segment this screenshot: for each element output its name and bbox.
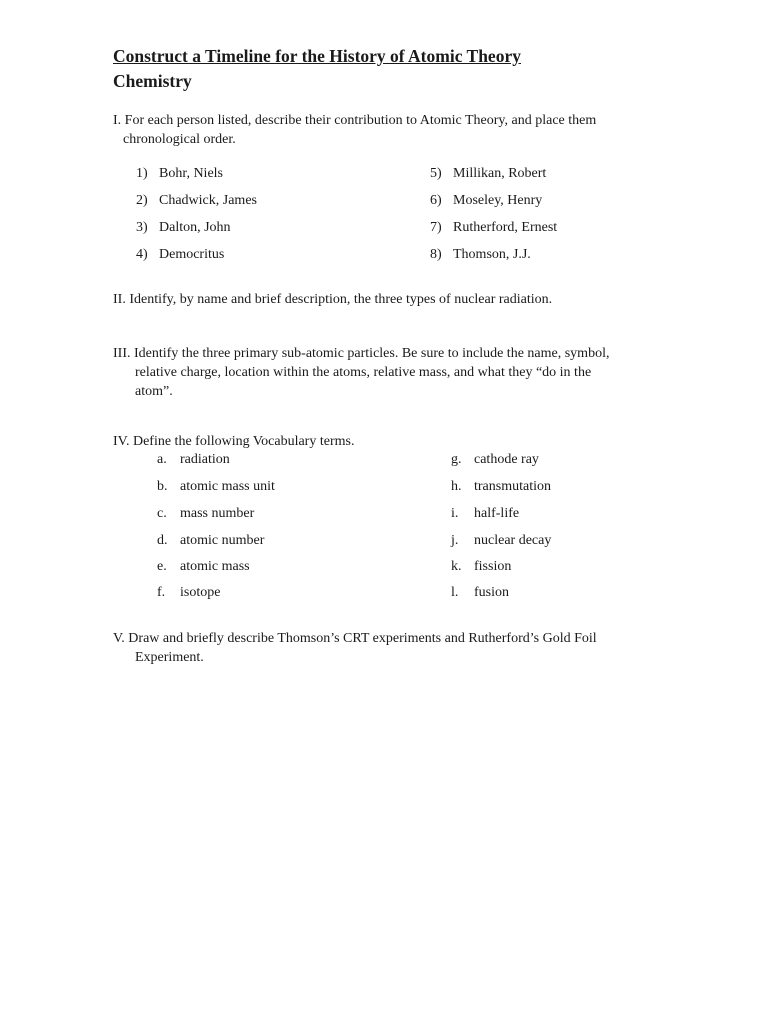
vocab-word: isotope (180, 585, 221, 600)
person-number: 2) (136, 193, 148, 208)
vocab-word: half-life (474, 506, 520, 521)
vocab-term (157, 532, 264, 550)
person-name: Bohr, Niels (159, 166, 223, 181)
vocab-word: atomic mass unit (180, 479, 275, 494)
vocab-letter: c. (157, 506, 167, 521)
section-3-line-2: relative charge, location within the atoms, relative mass, and what they “do in the (135, 365, 592, 380)
vocab-word: cathode ray (474, 452, 539, 467)
section-4-instructions (113, 432, 673, 451)
vocab-letter: j. (451, 533, 459, 548)
person-list-item (136, 246, 224, 264)
vocab-term (157, 451, 230, 469)
vocab-term (451, 478, 551, 496)
vocab-term (451, 505, 519, 523)
person-list-item (430, 192, 542, 210)
section-1-line-1: I. For each person listed, describe their contribution to Atomic Theory, and place them (113, 113, 597, 128)
person-number: 4) (136, 247, 148, 262)
person-name: Chadwick, James (159, 193, 257, 208)
vocab-letter: f. (157, 585, 166, 600)
person-number: 1) (136, 166, 148, 181)
vocab-letter: b. (157, 479, 168, 494)
vocab-term (157, 478, 275, 496)
person-number: 6) (430, 193, 442, 208)
section-1-line-2: chronological order. (123, 132, 236, 147)
section-2-instructions (113, 290, 673, 309)
person-list-item (430, 219, 557, 237)
vocab-letter: a. (157, 452, 167, 467)
person-number: 3) (136, 220, 148, 235)
person-name: Moseley, Henry (453, 193, 543, 208)
person-name: Thomson, J.J. (453, 247, 531, 262)
vocab-term (157, 505, 254, 523)
vocab-word: fusion (474, 585, 509, 600)
page-title: Construct a Timeline for the History of Atomic Theory (113, 46, 521, 66)
person-name: Millikan, Robert (453, 166, 547, 181)
person-number: 8) (430, 247, 442, 262)
vocab-term (451, 558, 511, 576)
section-5-line-1: V. Draw and briefly describe Thomson’s CRT experiments and Rutherford’s Gold Foil (113, 631, 597, 646)
section-5-instructions (113, 629, 673, 667)
section-5-line-2: Experiment. (135, 650, 204, 665)
vocab-word: transmutation (474, 479, 551, 494)
person-list-item (430, 165, 546, 183)
vocab-letter: i. (451, 506, 459, 521)
person-list-item (430, 246, 531, 264)
vocab-word: atomic mass (180, 559, 250, 574)
vocab-letter: d. (157, 533, 168, 548)
vocab-word: fission (474, 559, 512, 574)
section-3-instructions (113, 344, 673, 401)
vocab-term (157, 584, 220, 602)
vocab-term (451, 451, 539, 469)
person-number: 5) (430, 166, 442, 181)
vocab-letter: e. (157, 559, 167, 574)
section-4-line-1: IV. Define the following Vocabulary terms. (113, 434, 355, 449)
vocab-letter: h. (451, 479, 462, 494)
person-list-item (136, 165, 223, 183)
section-3-line-1: III. Identify the three primary sub-atomic particles. Be sure to include the name, symbol, (113, 346, 610, 361)
vocab-letter: g. (451, 452, 462, 467)
section-3-line-3: atom”. (135, 384, 173, 399)
person-list-item (136, 219, 231, 237)
vocab-word: nuclear decay (474, 533, 552, 548)
vocab-word: radiation (180, 452, 230, 467)
person-name: Rutherford, Ernest (453, 220, 558, 235)
vocab-term (157, 558, 250, 576)
vocab-letter: k. (451, 559, 462, 574)
person-list-item (136, 192, 257, 210)
page-subtitle: Chemistry (113, 71, 192, 91)
vocab-term (451, 532, 551, 550)
vocab-word: mass number (180, 506, 255, 521)
section-2-line-1: II. Identify, by name and brief description, the three types of nuclear radiation. (113, 292, 553, 307)
section-1-instructions (113, 111, 673, 149)
person-name: Democritus (159, 247, 225, 262)
vocab-letter: l. (451, 585, 459, 600)
vocab-word: atomic number (180, 533, 265, 548)
person-name: Dalton, John (159, 220, 231, 235)
person-number: 7) (430, 220, 442, 235)
vocab-term (451, 584, 509, 602)
